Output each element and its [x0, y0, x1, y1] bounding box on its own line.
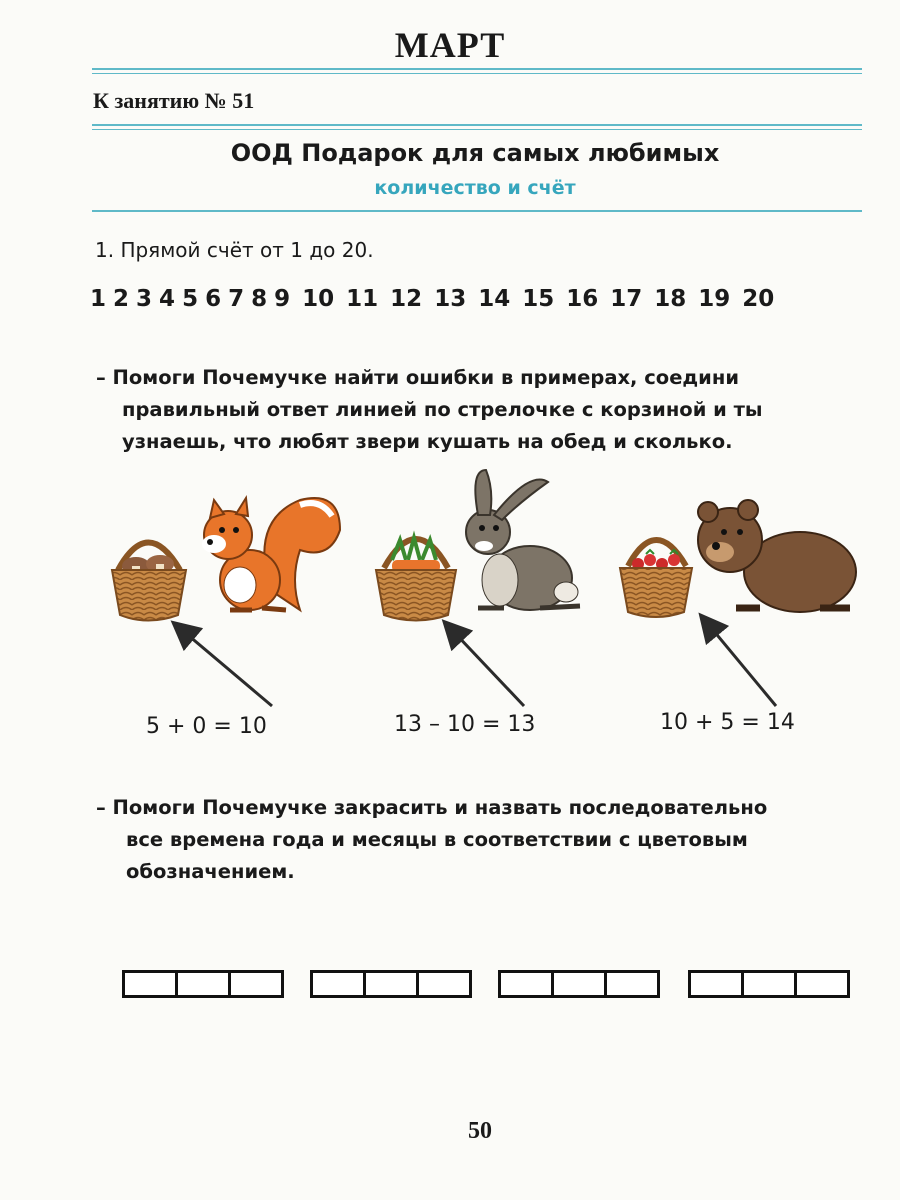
basket-strawberries-icon: [620, 540, 692, 617]
season-box-group[interactable]: [310, 970, 469, 998]
lesson-rule: [92, 124, 862, 130]
month-box[interactable]: [363, 970, 419, 998]
number: 11: [346, 286, 379, 312]
task2-line: – Помоги Почемучке найти ошибки в примерах, соедини: [96, 366, 739, 389]
number: 1: [90, 286, 107, 312]
number: 4: [159, 286, 176, 312]
month-box[interactable]: [416, 970, 472, 998]
squirrel-icon: [202, 498, 340, 610]
task3-line: обозначением.: [126, 860, 295, 883]
arrow-3: [708, 624, 776, 706]
month-box[interactable]: [175, 970, 231, 998]
number: 18: [654, 286, 687, 312]
season-box-group[interactable]: [122, 970, 281, 998]
topic-title: ООД Подарок для самых любимых: [230, 139, 720, 167]
number: 16: [566, 286, 599, 312]
task3-line: – Помоги Почемучке закрасить и назвать последовательно: [96, 796, 768, 819]
task3-text: [96, 792, 767, 888]
number: 17: [610, 286, 643, 312]
month-title: МАРТ: [394, 25, 506, 65]
number: 13: [434, 286, 467, 312]
equation-2: 13 – 10 = 13: [394, 712, 536, 737]
number: 10: [302, 286, 335, 312]
number: 14: [478, 286, 511, 312]
task2-line: правильный ответ линией по стрелочке с корзиной и ты: [122, 398, 763, 421]
month-box[interactable]: [604, 970, 660, 998]
number-row: [90, 286, 781, 312]
task2-line: узнаешь, что любят звери кушать на обед и сколько.: [122, 430, 733, 453]
number: 3: [136, 286, 153, 312]
number: 19: [698, 286, 731, 312]
task3-line: все времена года и месяцы в соответствии с цветовым: [126, 828, 748, 851]
equation-3: 10 + 5 = 14: [660, 710, 795, 735]
month-box[interactable]: [122, 970, 178, 998]
number: 8: [251, 286, 268, 312]
number: 20: [742, 286, 775, 312]
month-box[interactable]: [794, 970, 850, 998]
header-rule: [92, 68, 862, 74]
number: 2: [113, 286, 130, 312]
equation-1: 5 + 0 = 10: [146, 714, 267, 739]
arrow-1: [182, 630, 272, 706]
task2-text: [96, 362, 763, 458]
number: 6: [205, 286, 222, 312]
basket-carrots-icon: [376, 538, 456, 621]
basket-mushrooms-icon: [112, 543, 186, 621]
number: 7: [228, 286, 245, 312]
task1-text: 1. Прямой счёт от 1 до 20.: [95, 238, 374, 262]
hare-icon: [466, 470, 580, 610]
number: 9: [274, 286, 291, 312]
animals-illustration: [0, 460, 900, 720]
month-box[interactable]: [688, 970, 744, 998]
bear-icon: [698, 500, 856, 612]
lesson-label: К занятию № 51: [93, 88, 255, 113]
page-number: 50: [468, 1118, 492, 1144]
number: 15: [522, 286, 555, 312]
month-box[interactable]: [228, 970, 284, 998]
month-box[interactable]: [310, 970, 366, 998]
month-box[interactable]: [498, 970, 554, 998]
month-box[interactable]: [741, 970, 797, 998]
season-box-group[interactable]: [688, 970, 847, 998]
season-box-group[interactable]: [498, 970, 657, 998]
arrow-2: [452, 630, 524, 706]
topic-rule: [92, 210, 862, 212]
topic-subtitle: количество и счёт: [374, 177, 576, 199]
number: 5: [182, 286, 199, 312]
number: 12: [390, 286, 423, 312]
month-box[interactable]: [551, 970, 607, 998]
